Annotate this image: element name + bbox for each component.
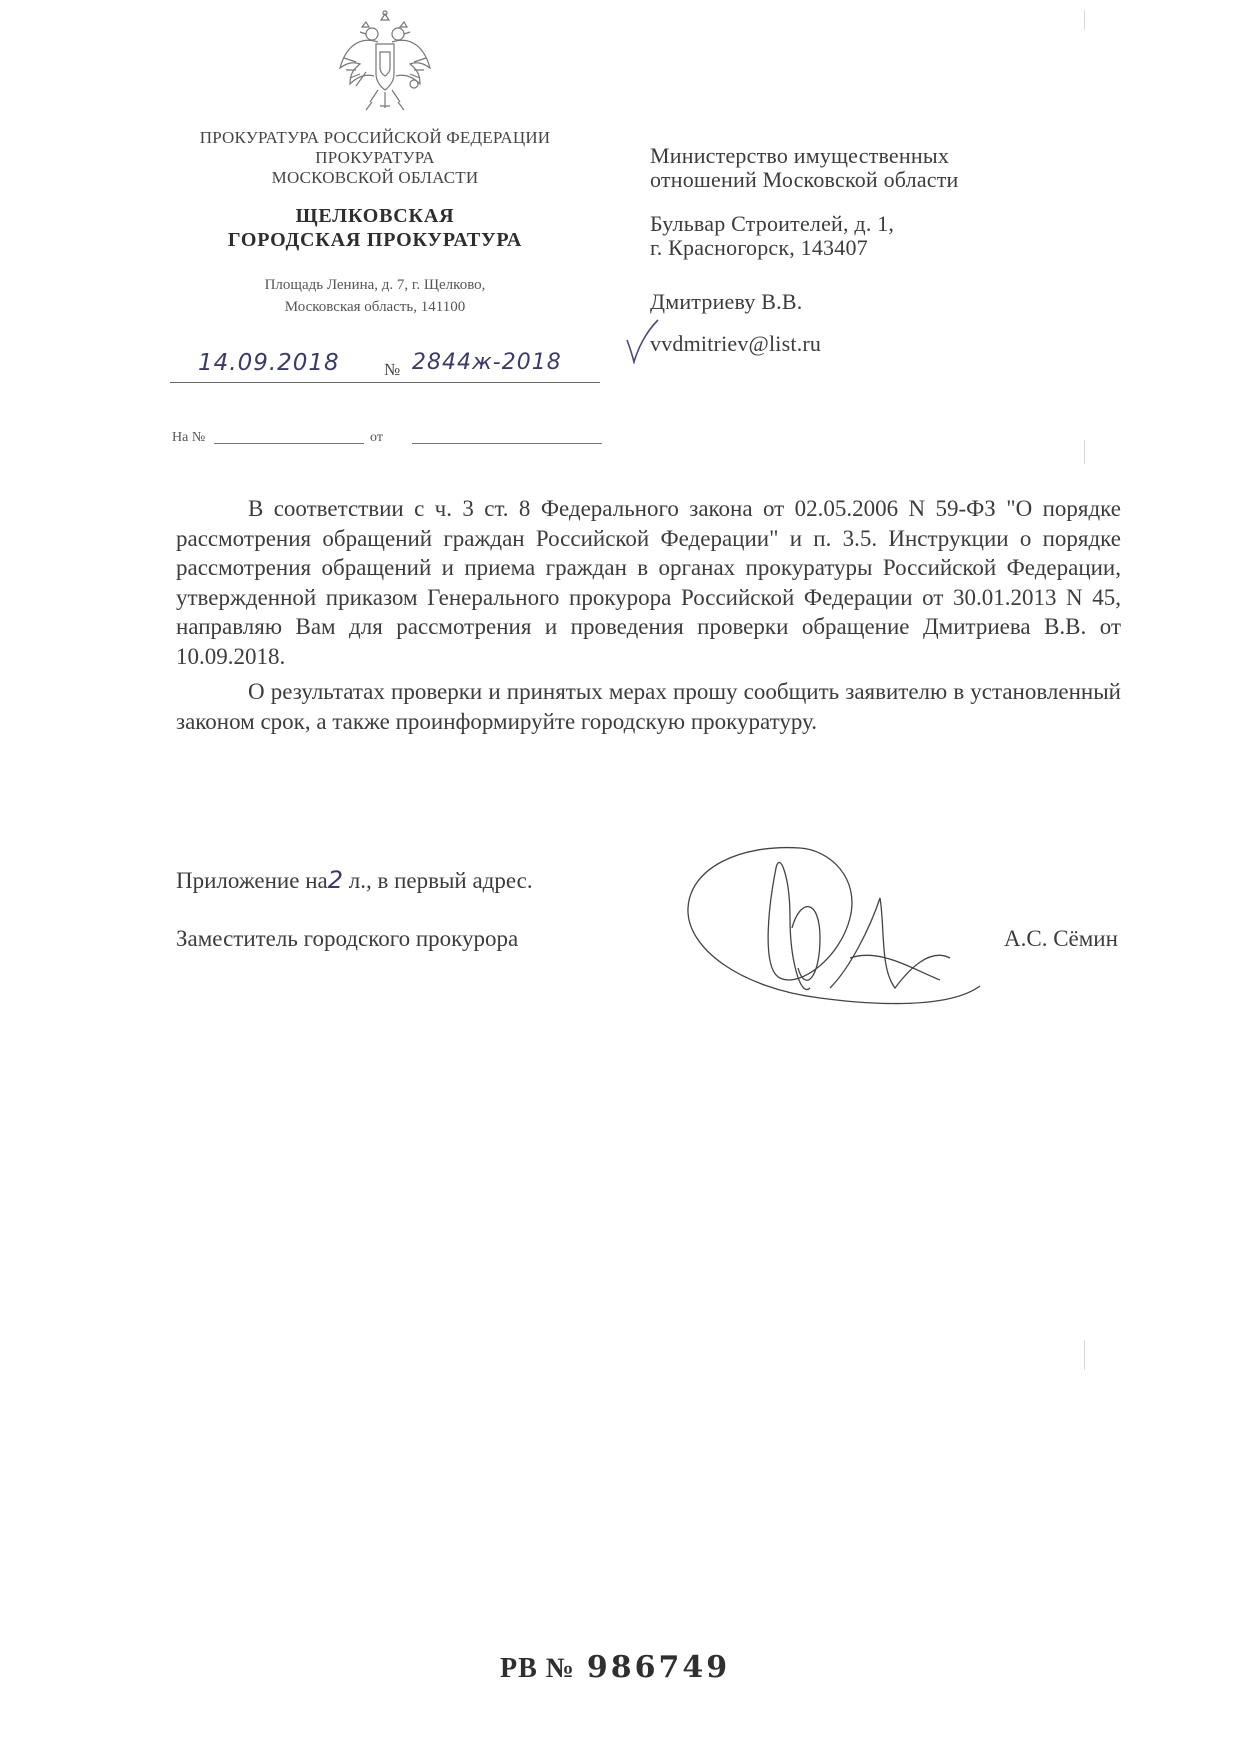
handwritten-signature [680,838,990,1008]
scan-mark [1084,10,1085,30]
sender-block [150,128,600,318]
registration-number-label: № [384,360,401,379]
sender-address-line2: Московская область, 141100 [284,299,466,315]
attachment-line [176,866,533,894]
recipient-address-line2: г. Красногорск, 143407 [650,235,868,260]
letter-body [176,494,1121,736]
recipient-person: Дмитриеву В.В. [650,289,803,314]
sender-office-line1: ЩЕЛКОВСКАЯ [295,205,455,227]
sender-address-line1: Площадь Ленина, д. 7, г. Щелково, [264,277,486,293]
registration-number: 2844ж-2018 [412,350,562,375]
sender-line-region: МОСКОВСКОЙ ОБЛАСТИ [271,168,479,187]
registration-date: 14.09.2018 [198,350,340,376]
recipient-org-line1: Министерство имущественных [650,143,950,168]
body-paragraph-1: В соответствии с ч. 3 ст. 8 Федерального закона от 02.05.2006 N 59-ФЗ "О порядке рассмотрения обращений граждан Российской Федерации" и п. 3.5. Инструкции о порядке рассмотрения обращений и приема граждан в органах прокуратуры Российской Федерации, утвержденной приказом Генерального прокурора Российской Федерации от 30.01.2013 N 45, направляю Вам для рассмотрения и проведения проверки обращение Дмитриева В.В. от 10.09.2018. [176,496,1121,669]
body-paragraph-2: О результатах проверки и принятых мерах прошу сообщить заявителю в установленный законом срок, а также проинформируйте городскую прокуратуру. [176,679,1121,734]
russian-coat-of-arms-icon [330,10,440,120]
recipient-address-line1: Бульвар Строителей, д. 1, [650,211,895,236]
recipient-block [650,144,1090,356]
attachment-page-count: 2 [327,866,343,894]
registration-line [170,350,600,386]
signatory-title: Заместитель городского прокурора [176,926,519,951]
recipient-org-line2: отношений Московской области [650,167,959,192]
reference-number-blank [214,443,364,444]
scan-mark [1084,440,1085,464]
sender-office-line2: ГОРОДСКАЯ ПРОКУРАТУРА [227,229,523,251]
form-series-prefix: РВ № [500,1653,575,1684]
recipient-email: vvdmitriev@list.ru [650,331,822,356]
reference-number-label: На № [172,430,206,445]
reference-date-label: от [370,430,383,445]
attachment-prefix: Приложение на [176,868,328,893]
reference-line [172,428,602,450]
form-series-value: 986749 [586,1650,731,1685]
form-series-number [500,1650,730,1685]
reference-date-blank [412,443,602,444]
sender-line-federation: ПРОКУРАТУРА РОССИЙСКОЙ ФЕДЕРАЦИИ [199,128,551,147]
scan-mark [1084,1340,1085,1370]
sender-line-prosecutor: ПРОКУРАТУРА [315,148,435,167]
attachment-suffix: л., в первый адрес. [343,868,533,893]
signatory-name: А.С. Сёмин [1004,926,1118,951]
